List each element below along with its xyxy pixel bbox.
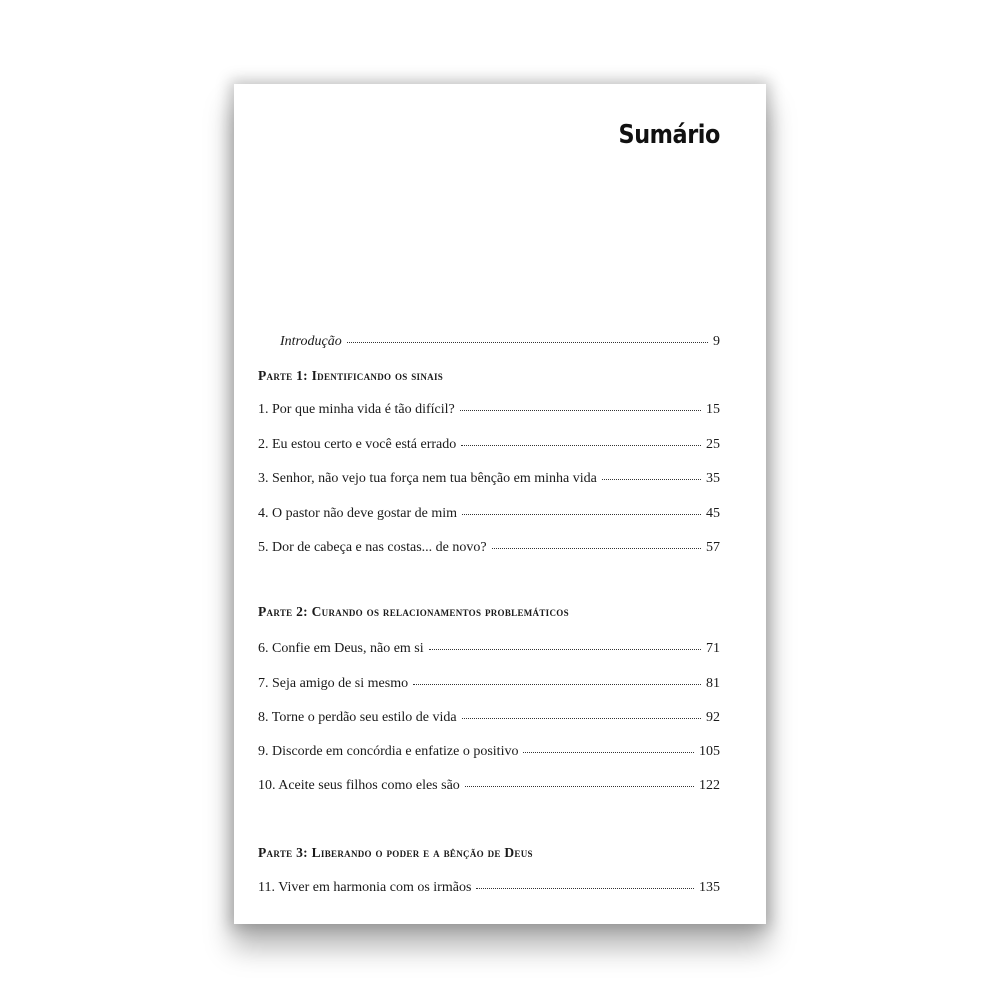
part-heading-1: Parte 1: Identificando os sinais [258,368,444,383]
dot-leader [492,534,701,549]
dot-leader [465,772,694,787]
toc-entry-chapter-3 [258,467,720,489]
toc-entry-label: 8. Torne o perdão seu estilo de vida [258,710,457,725]
toc-entry-page: 81 [706,676,720,691]
toc-entry-label: 1. Por que minha vida é tão difícil? [258,402,455,417]
toc-entry-page: 135 [699,880,720,895]
part-heading-3: Parte 3: Liberando o poder e a bênção de Deus [258,845,533,860]
toc-entry-label: 7. Seja amigo de si mesmo [258,676,409,691]
dot-leader [602,465,701,480]
toc-entry-page: 25 [706,437,720,452]
toc-entry-chapter-11 [258,876,720,898]
toc-entry-label: 10. Aceite seus filhos como eles são [258,778,460,793]
dot-leader [462,500,701,515]
toc-entry-page: 92 [706,710,720,725]
toc-entry-label: 11. Viver em harmonia com os irmãos [258,880,472,895]
toc-entry-label: 6. Confie em Deus, não em si [258,641,424,656]
dot-leader [460,396,701,411]
dot-leader [476,874,694,889]
toc-entry-chapter-4 [258,502,720,524]
toc-entry-label: 2. Eu estou certo e você está errado [258,437,457,452]
toc-entry-label: Introdução [280,334,342,349]
toc-entry-page: 122 [699,778,720,793]
dot-leader [461,431,701,446]
book-page [234,84,766,924]
toc-entry-chapter-9 [258,740,720,762]
toc-entry-page: 71 [706,641,720,656]
toc-entry-page: 9 [713,334,720,349]
toc-entry-page: 105 [699,744,720,759]
page-title: Sumário [618,120,720,150]
toc-entry-label: 5. Dor de cabeça e nas costas... de novo? [258,540,487,555]
toc-entry-page: 35 [706,471,720,486]
dot-leader [413,670,701,685]
toc-entry-chapter-1 [258,398,720,420]
toc-entry-introduction [258,330,720,352]
dot-leader [523,738,694,753]
toc-entry-chapter-7 [258,672,720,694]
toc-entry-page: 15 [706,402,720,417]
toc-entry-chapter-5 [258,536,720,558]
toc-entry-chapter-2 [258,433,720,455]
toc-entry-label: 3. Senhor, não vejo tua força nem tua bênção em minha vida [258,471,597,486]
toc-entry-page: 57 [706,540,720,555]
toc-entry-chapter-8 [258,706,720,728]
dot-leader [429,635,701,650]
dot-leader [347,328,708,343]
toc-entry-chapter-10 [258,774,720,796]
toc-entry-chapter-6 [258,637,720,659]
toc-entry-page: 45 [706,506,720,521]
toc-entry-label: 9. Discorde em concórdia e enfatize o positivo [258,744,519,759]
toc-entry-label: 4. O pastor não deve gostar de mim [258,506,458,521]
dot-leader [462,704,701,719]
part-heading-2: Parte 2: Curando os relacionamentos problemáticos [258,604,569,619]
